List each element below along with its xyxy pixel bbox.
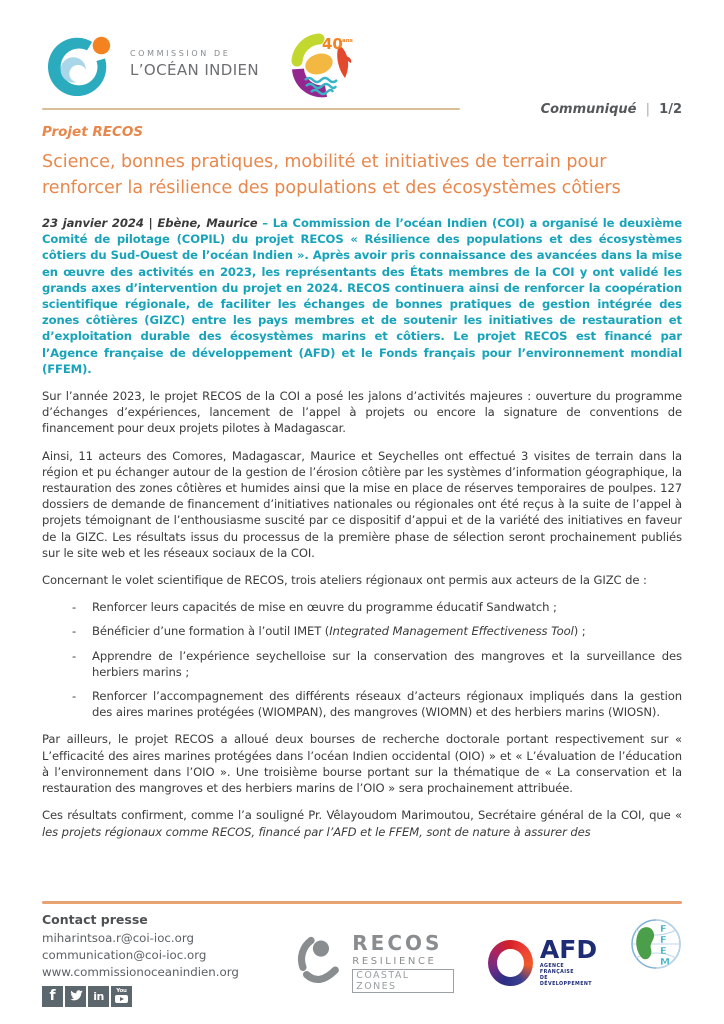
recos-logo-icon — [294, 935, 344, 989]
coi-orange-dot — [93, 37, 110, 54]
bullet-text: Apprendre de l’expérience seychelloise sur la conservation des mangroves et la surveillance des herbiers marins ; — [92, 648, 682, 679]
doc-separator: | — [645, 101, 651, 117]
paragraph-doctoral-grants: Par ailleurs, le projet RECOS a alloué deux bourses de recherche doctorale portant respectivement sur « L’efficacité des aires marines protégées dans l’océan Indien occidental (OIO) » et « L’évaluation de l’éducation à l’environnement dans l’OIO ». Une troisième bourse portant sur la thématique de « La conservation et la restauration des mangroves et des herbiers marins de l’OIO » sera prochainement attribuée. — [42, 732, 682, 796]
ffem-letter-m: M — [660, 956, 670, 968]
recos-name: RECOS — [352, 931, 443, 955]
anniversary-suffix: ans — [342, 38, 353, 44]
bullet-dash: - — [72, 600, 77, 615]
bullet-dash: - — [72, 648, 77, 663]
dateline: 23 janvier 2024 | Ebène, Maurice — [42, 216, 258, 230]
afd-logo-text — [539, 935, 600, 988]
header-rule-row — [42, 99, 682, 119]
afd-ring-icon — [488, 940, 532, 986]
coi-logo-text — [130, 49, 259, 79]
anniversary-40-icon — [289, 32, 359, 102]
bullet-text — [92, 623, 682, 639]
bullet-text: Renforcer l’accompagnement des différents réseaux d’acteurs régionaux impliqués dans la gestion des aires marines protégées (WIOMPAN), des mangroves (WIOMN) et des herbiers marins (WIOSN). — [92, 689, 682, 720]
masthead — [44, 30, 359, 106]
afd-caption-line2: DE DÉVELOPPEMENT — [539, 976, 592, 987]
header-rule — [42, 108, 460, 111]
facebook-icon[interactable]: f — [42, 986, 63, 1007]
footer-rule — [42, 901, 682, 904]
communication-email-link[interactable]: communication@coi-ioc.org — [42, 947, 207, 962]
anniversary-number: 40 — [322, 35, 343, 53]
lead-text: – La Commission de l’océan Indien (COI) a organisé le deuxième Comité de pilotage (COPIL) du projet RECOS « Résilience des populations et des écosystèmes côtiers du Sud-Ouest de l’océan Indien ». Après avoir pris connaissance des avancées dans la mise en œuvre des activités en 2023, les représentants des États membres de la COI y ont validé les grands axes d’intervention du projet en 2024. RECOS continuera ainsi de renforcer la coopération scientifique régionale, de faciliter les échanges de bonnes pratiques de gestion intégrée des zones côtières (GIZC) entre les pays membres et de soutenir les initiatives de restauration et d’exploitation durable des écosystèmes marins et côtiers. Le projet RECOS est financé par l’Agence française de développement (AFD) et le Fonds français pour l’environnement mondial (FFEM). — [42, 216, 682, 376]
paragraph-science-intro: Concernant le volet scientifique de RECOS, trois ateliers régionaux ont permis aux acteurs de la GIZC de : — [42, 573, 647, 588]
footer-columns — [42, 912, 682, 1007]
list-item — [42, 648, 682, 680]
bullet-dash: - — [72, 624, 77, 639]
lead-paragraph — [42, 215, 682, 377]
doc-meta — [541, 102, 682, 117]
coi-logo-line1: COMMISSION DE — [130, 49, 231, 58]
project-kicker: Projet RECOS — [42, 124, 144, 140]
linkedin-icon[interactable]: in — [88, 986, 109, 1007]
coi-logo-icon — [44, 30, 118, 98]
youtube-icon[interactable] — [111, 986, 132, 1007]
afd-name: AFD — [539, 935, 598, 964]
ffem-letter-f2: F — [660, 934, 667, 946]
coi-logo — [44, 30, 259, 98]
page-indicator: 1/2 — [659, 101, 682, 117]
press-email-link[interactable]: miharintsoa.r@coi-ioc.org — [42, 930, 195, 945]
paragraph-field-visits: Ainsi, 11 acteurs des Comores, Madagascar, Maurice et Seychelles ont effectué 3 visites de terrain dans la région et pu échanger autour de la gestion de l’érosion côtière par les systèmes d’information géographique, la restauration des zones côtières et humides ainsi que la mise en place de réserves temporaires de poulpes. 127 dossiers de demande de financement d’initiatives nationales ou régionales ont été reçus à la suite de l’appel à projets témoignant de l’enthousiasme suscité par ce dispositif d’appui et de la variété des initiatives en faveur de la GIZC. Les résultats issus du processus de la première phase de sélection seront prochainement publiés sur le site web et les réseaux sociaux de la COI. — [42, 448, 682, 560]
ffem-logo — [630, 918, 682, 1007]
bullet-dash: - — [72, 689, 77, 704]
doc-type-label: Communiqué — [540, 101, 637, 117]
twitter-icon[interactable] — [65, 986, 86, 1007]
article-body — [42, 124, 682, 902]
afd-caption — [540, 964, 600, 988]
recos-tagline1: RESILIENCE — [352, 956, 437, 967]
ffem-globe-icon — [630, 918, 682, 970]
paragraph-quote — [42, 807, 682, 839]
list-item — [42, 623, 682, 639]
social-bar — [42, 986, 286, 1007]
afd-caption-line1: AGENCE FRANÇAISE — [539, 964, 574, 975]
quote-italic: les projets régionaux comme RECOS, financé par l’AFD et le FFEM, sont de nature à assurer des — [42, 824, 591, 839]
bullet-list — [42, 599, 682, 720]
contact-title: Contact presse — [42, 911, 148, 927]
recos-logo-text — [352, 931, 454, 993]
paragraph-2023-overview: Sur l’année 2023, le projet RECOS de la COI a posé les jalons d’activités majeures : ouverture du programme d’échanges d’expériences, lancement de l’appel à projets ou encore la signature de conventions de financement pour deux projets pilotes à Madagascar. — [42, 389, 682, 436]
anniversary-40-logo — [289, 32, 359, 106]
quote-intro: Ces résultats confirment, comme l’a souligné Pr. Vêlayoudom Marimoutou, Secrétaire général de la COI, que « — [42, 808, 682, 823]
bullet-text-italic: Integrated Management Effectiveness Tool — [329, 624, 574, 639]
recos-logo — [294, 918, 454, 1007]
list-item — [42, 599, 682, 615]
youtube-word: You — [116, 987, 127, 994]
recos-tagline2: COASTAL ZONES — [352, 969, 454, 993]
page-title: Science, bonnes pratiques, mobilité et initiatives de terrain pour renforcer la résilience des populations et des écosystèmes côtiers — [42, 152, 621, 198]
press-contact-block — [42, 912, 286, 1007]
coi-logo-line2: L’OCÉAN INDIEN — [130, 61, 260, 79]
footer — [0, 901, 724, 1024]
bullet-text: Renforcer leurs capacités de mise en œuvre du programme éducatif Sandwatch ; — [92, 600, 557, 615]
bullet-text-prefix: Bénéficier d’une formation à l’outil IMET ( — [92, 624, 330, 639]
ffem-letter-e: E — [660, 945, 667, 957]
afd-logo — [488, 920, 600, 1007]
youtube-play-icon — [120, 997, 124, 1001]
list-item — [42, 688, 682, 720]
bullet-text-suffix: ) ; — [573, 624, 586, 639]
ffem-letter-f1: F — [660, 923, 667, 935]
website-link[interactable]: www.commissionoceanindien.org — [42, 964, 239, 979]
